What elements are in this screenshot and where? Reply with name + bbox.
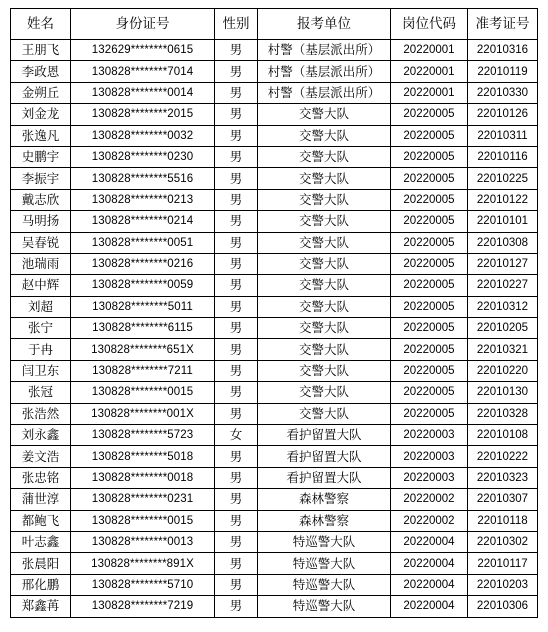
table-row bbox=[11, 146, 538, 167]
cell-name: 都鲍飞 bbox=[11, 510, 71, 531]
cell-gender: 男 bbox=[215, 253, 258, 274]
table-row bbox=[11, 531, 538, 552]
header-gender: 性别 bbox=[215, 9, 258, 40]
cell-position-code: 20220005 bbox=[391, 275, 468, 296]
cell-name: 赵中辉 bbox=[11, 275, 71, 296]
cell-gender: 男 bbox=[215, 189, 258, 210]
table-row bbox=[11, 82, 538, 103]
header-name: 姓名 bbox=[11, 9, 71, 40]
cell-position-code: 20220005 bbox=[391, 318, 468, 339]
cell-exam-number: 22010119 bbox=[468, 61, 538, 82]
cell-unit: 看护留置大队 bbox=[258, 446, 391, 467]
cell-unit: 森林警察 bbox=[258, 489, 391, 510]
table-row bbox=[11, 296, 538, 317]
cell-unit: 森林警察 bbox=[258, 510, 391, 531]
cell-unit: 交警大队 bbox=[258, 211, 391, 232]
cell-name: 张忠铭 bbox=[11, 467, 71, 488]
table-row bbox=[11, 168, 538, 189]
cell-id-number: 130828********7014 bbox=[71, 61, 215, 82]
cell-id-number: 130828********0015 bbox=[71, 510, 215, 531]
cell-gender: 男 bbox=[215, 82, 258, 103]
cell-id-number: 130828********0014 bbox=[71, 82, 215, 103]
cell-id-number: 130828********5710 bbox=[71, 574, 215, 595]
cell-unit: 交警大队 bbox=[258, 296, 391, 317]
cell-exam-number: 22010117 bbox=[468, 553, 538, 574]
table-row bbox=[11, 360, 538, 381]
cell-name: 邢化鹏 bbox=[11, 574, 71, 595]
cell-gender: 女 bbox=[215, 425, 258, 446]
cell-name: 吴春锐 bbox=[11, 232, 71, 253]
table-row bbox=[11, 125, 538, 146]
header-exam-number: 准考证号 bbox=[468, 9, 538, 40]
cell-id-number: 130828********5011 bbox=[71, 296, 215, 317]
cell-position-code: 20220003 bbox=[391, 425, 468, 446]
cell-name: 蒲世淳 bbox=[11, 489, 71, 510]
cell-unit: 村警（基层派出所） bbox=[258, 40, 391, 61]
cell-name: 史鹏宇 bbox=[11, 146, 71, 167]
cell-position-code: 20220005 bbox=[391, 253, 468, 274]
cell-unit: 看护留置大队 bbox=[258, 425, 391, 446]
table-row bbox=[11, 446, 538, 467]
cell-gender: 男 bbox=[215, 403, 258, 424]
cell-exam-number: 22010227 bbox=[468, 275, 538, 296]
cell-id-number: 130828********0013 bbox=[71, 531, 215, 552]
cell-position-code: 20220005 bbox=[391, 382, 468, 403]
cell-position-code: 20220005 bbox=[391, 146, 468, 167]
table-row bbox=[11, 232, 538, 253]
table-row bbox=[11, 189, 538, 210]
cell-name: 李振宇 bbox=[11, 168, 71, 189]
cell-exam-number: 22010225 bbox=[468, 168, 538, 189]
cell-gender: 男 bbox=[215, 574, 258, 595]
cell-unit: 村警（基层派出所） bbox=[258, 82, 391, 103]
cell-position-code: 20220005 bbox=[391, 339, 468, 360]
cell-gender: 男 bbox=[215, 104, 258, 125]
cell-unit: 交警大队 bbox=[258, 104, 391, 125]
cell-position-code: 20220005 bbox=[391, 403, 468, 424]
cell-position-code: 20220005 bbox=[391, 125, 468, 146]
header-row bbox=[11, 9, 538, 40]
cell-exam-number: 22010118 bbox=[468, 510, 538, 531]
cell-name: 池瑞雨 bbox=[11, 253, 71, 274]
cell-id-number: 130828********0213 bbox=[71, 189, 215, 210]
cell-gender: 男 bbox=[215, 232, 258, 253]
header-position-code: 岗位代码 bbox=[391, 9, 468, 40]
cell-id-number: 130828********0214 bbox=[71, 211, 215, 232]
cell-gender: 男 bbox=[215, 61, 258, 82]
cell-gender: 男 bbox=[215, 360, 258, 381]
cell-id-number: 130828********5723 bbox=[71, 425, 215, 446]
cell-position-code: 20220005 bbox=[391, 296, 468, 317]
cell-name: 张浩然 bbox=[11, 403, 71, 424]
cell-name: 姜文浩 bbox=[11, 446, 71, 467]
cell-name: 叶志鑫 bbox=[11, 531, 71, 552]
cell-exam-number: 22010307 bbox=[468, 489, 538, 510]
cell-position-code: 20220002 bbox=[391, 510, 468, 531]
cell-name: 刘永鑫 bbox=[11, 425, 71, 446]
cell-exam-number: 22010220 bbox=[468, 360, 538, 381]
table-row bbox=[11, 275, 538, 296]
cell-id-number: 130828********5018 bbox=[71, 446, 215, 467]
cell-name: 张冠 bbox=[11, 382, 71, 403]
cell-exam-number: 22010323 bbox=[468, 467, 538, 488]
cell-unit: 交警大队 bbox=[258, 125, 391, 146]
cell-position-code: 20220002 bbox=[391, 489, 468, 510]
cell-position-code: 20220004 bbox=[391, 531, 468, 552]
table-row bbox=[11, 425, 538, 446]
header-unit: 报考单位 bbox=[258, 9, 391, 40]
cell-exam-number: 22010312 bbox=[468, 296, 538, 317]
table-row bbox=[11, 510, 538, 531]
cell-exam-number: 22010316 bbox=[468, 40, 538, 61]
table-row bbox=[11, 403, 538, 424]
cell-id-number: 130828********6115 bbox=[71, 318, 215, 339]
cell-unit: 特巡警大队 bbox=[258, 574, 391, 595]
roster-sheet bbox=[10, 8, 538, 618]
table-row bbox=[11, 318, 538, 339]
candidate-table bbox=[10, 8, 538, 618]
cell-position-code: 20220005 bbox=[391, 232, 468, 253]
table-row bbox=[11, 553, 538, 574]
cell-unit: 交警大队 bbox=[258, 360, 391, 381]
cell-name: 李政恩 bbox=[11, 61, 71, 82]
cell-id-number: 130828********0216 bbox=[71, 253, 215, 274]
cell-unit: 特巡警大队 bbox=[258, 596, 391, 617]
cell-gender: 男 bbox=[215, 40, 258, 61]
cell-exam-number: 22010306 bbox=[468, 596, 538, 617]
cell-unit: 特巡警大队 bbox=[258, 531, 391, 552]
cell-id-number: 130828********891X bbox=[71, 553, 215, 574]
cell-exam-number: 22010311 bbox=[468, 125, 538, 146]
cell-unit: 交警大队 bbox=[258, 168, 391, 189]
table-row bbox=[11, 339, 538, 360]
table-row bbox=[11, 40, 538, 61]
cell-exam-number: 22010330 bbox=[468, 82, 538, 103]
cell-unit: 交警大队 bbox=[258, 189, 391, 210]
cell-position-code: 20220005 bbox=[391, 189, 468, 210]
cell-exam-number: 22010328 bbox=[468, 403, 538, 424]
cell-id-number: 132629********0615 bbox=[71, 40, 215, 61]
cell-gender: 男 bbox=[215, 446, 258, 467]
cell-name: 于冉 bbox=[11, 339, 71, 360]
cell-position-code: 20220004 bbox=[391, 553, 468, 574]
cell-gender: 男 bbox=[215, 339, 258, 360]
cell-gender: 男 bbox=[215, 382, 258, 403]
cell-gender: 男 bbox=[215, 489, 258, 510]
table-row bbox=[11, 382, 538, 403]
table-row bbox=[11, 467, 538, 488]
cell-position-code: 20220005 bbox=[391, 211, 468, 232]
cell-exam-number: 22010126 bbox=[468, 104, 538, 125]
cell-id-number: 130828********0051 bbox=[71, 232, 215, 253]
cell-id-number: 130828********0059 bbox=[71, 275, 215, 296]
cell-unit: 特巡警大队 bbox=[258, 553, 391, 574]
cell-exam-number: 22010116 bbox=[468, 146, 538, 167]
cell-unit: 交警大队 bbox=[258, 318, 391, 339]
cell-exam-number: 22010101 bbox=[468, 211, 538, 232]
cell-name: 刘超 bbox=[11, 296, 71, 317]
cell-exam-number: 22010308 bbox=[468, 232, 538, 253]
cell-id-number: 130828********651X bbox=[71, 339, 215, 360]
cell-position-code: 20220005 bbox=[391, 168, 468, 189]
cell-position-code: 20220004 bbox=[391, 596, 468, 617]
cell-name: 王朋飞 bbox=[11, 40, 71, 61]
cell-gender: 男 bbox=[215, 296, 258, 317]
table-row bbox=[11, 61, 538, 82]
cell-id-number: 130828********0015 bbox=[71, 382, 215, 403]
cell-name: 戴志欣 bbox=[11, 189, 71, 210]
cell-unit: 交警大队 bbox=[258, 253, 391, 274]
cell-position-code: 20220005 bbox=[391, 360, 468, 381]
table-row bbox=[11, 489, 538, 510]
cell-name: 金朔丘 bbox=[11, 82, 71, 103]
cell-name: 张宁 bbox=[11, 318, 71, 339]
table-body bbox=[11, 40, 538, 618]
cell-unit: 交警大队 bbox=[258, 275, 391, 296]
cell-name: 张逸凡 bbox=[11, 125, 71, 146]
cell-name: 马明扬 bbox=[11, 211, 71, 232]
cell-exam-number: 22010130 bbox=[468, 382, 538, 403]
cell-gender: 男 bbox=[215, 211, 258, 232]
cell-unit: 交警大队 bbox=[258, 382, 391, 403]
cell-exam-number: 22010205 bbox=[468, 318, 538, 339]
cell-name: 闫卫东 bbox=[11, 360, 71, 381]
cell-gender: 男 bbox=[215, 596, 258, 617]
cell-exam-number: 22010122 bbox=[468, 189, 538, 210]
cell-id-number: 130828********0231 bbox=[71, 489, 215, 510]
cell-exam-number: 22010108 bbox=[468, 425, 538, 446]
table-row bbox=[11, 574, 538, 595]
cell-id-number: 130828********7211 bbox=[71, 360, 215, 381]
cell-name: 郑鑫苒 bbox=[11, 596, 71, 617]
header-id-number: 身份证号 bbox=[71, 9, 215, 40]
cell-position-code: 20220005 bbox=[391, 104, 468, 125]
cell-exam-number: 22010222 bbox=[468, 446, 538, 467]
cell-gender: 男 bbox=[215, 146, 258, 167]
cell-unit: 村警（基层派出所） bbox=[258, 61, 391, 82]
cell-id-number: 130828********2015 bbox=[71, 104, 215, 125]
cell-gender: 男 bbox=[215, 553, 258, 574]
cell-position-code: 20220004 bbox=[391, 574, 468, 595]
table-row bbox=[11, 211, 538, 232]
cell-unit: 交警大队 bbox=[258, 146, 391, 167]
cell-exam-number: 22010203 bbox=[468, 574, 538, 595]
cell-unit: 交警大队 bbox=[258, 339, 391, 360]
cell-gender: 男 bbox=[215, 531, 258, 552]
cell-position-code: 20220001 bbox=[391, 61, 468, 82]
cell-id-number: 130828********001X bbox=[71, 403, 215, 424]
cell-gender: 男 bbox=[215, 467, 258, 488]
cell-name: 刘金龙 bbox=[11, 104, 71, 125]
cell-name: 张晨阳 bbox=[11, 553, 71, 574]
cell-exam-number: 22010302 bbox=[468, 531, 538, 552]
cell-gender: 男 bbox=[215, 275, 258, 296]
cell-gender: 男 bbox=[215, 168, 258, 189]
cell-position-code: 20220001 bbox=[391, 40, 468, 61]
cell-gender: 男 bbox=[215, 125, 258, 146]
cell-position-code: 20220003 bbox=[391, 446, 468, 467]
table-row bbox=[11, 104, 538, 125]
cell-unit: 看护留置大队 bbox=[258, 467, 391, 488]
table-row bbox=[11, 253, 538, 274]
cell-position-code: 20220003 bbox=[391, 467, 468, 488]
cell-exam-number: 22010127 bbox=[468, 253, 538, 274]
table-row bbox=[11, 596, 538, 617]
cell-unit: 交警大队 bbox=[258, 232, 391, 253]
cell-position-code: 20220001 bbox=[391, 82, 468, 103]
cell-unit: 交警大队 bbox=[258, 403, 391, 424]
cell-exam-number: 22010321 bbox=[468, 339, 538, 360]
cell-gender: 男 bbox=[215, 510, 258, 531]
cell-id-number: 130828********0230 bbox=[71, 146, 215, 167]
cell-gender: 男 bbox=[215, 318, 258, 339]
cell-id-number: 130828********0032 bbox=[71, 125, 215, 146]
cell-id-number: 130828********7219 bbox=[71, 596, 215, 617]
cell-id-number: 130828********0018 bbox=[71, 467, 215, 488]
cell-id-number: 130828********5516 bbox=[71, 168, 215, 189]
